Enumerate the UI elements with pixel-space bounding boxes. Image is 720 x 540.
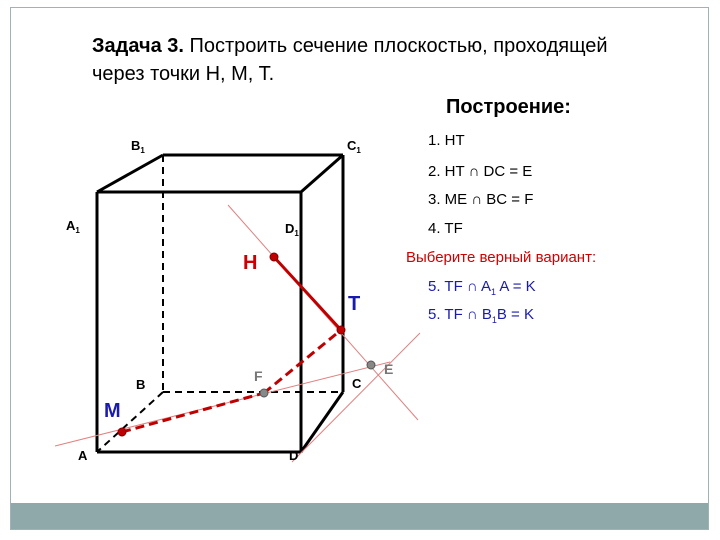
- vertex-c1-label: $C_1$: [347, 138, 361, 155]
- edge-a1-b1: [97, 155, 163, 192]
- point-m-label: M: [104, 400, 121, 422]
- task-text: Построить сечение плоскостью, проходящей через точки H, M, T.: [92, 35, 608, 85]
- point-f-label: F: [254, 368, 263, 384]
- hidden-edges: [97, 155, 343, 452]
- step-4: 4. TF: [428, 220, 463, 237]
- point-e-label: E: [384, 361, 394, 377]
- point-t-label: T: [348, 293, 361, 315]
- option-a1a-text: 5. TF ∩ A: [428, 278, 492, 295]
- step-3: 3. ME ∩ BC = F: [428, 191, 534, 208]
- task-number: Задача 3.: [92, 35, 184, 57]
- point-h-label: H: [243, 252, 258, 274]
- step-2: 2. HT ∩ DC = E: [428, 163, 533, 180]
- step-1: 1. HT: [428, 132, 465, 149]
- option-a1a-sub: 1: [491, 287, 497, 297]
- auxiliary-lines: [55, 205, 420, 462]
- point-f: [260, 389, 268, 397]
- edge-c1-d1: [301, 155, 343, 192]
- section-lines: [122, 257, 341, 432]
- vertex-d-label: D: [289, 448, 299, 463]
- point-m: [118, 428, 126, 436]
- option-a1a-tail: A = K: [496, 278, 536, 295]
- option-b1b-sub: 1: [491, 315, 497, 325]
- option-b1b-tail: B = K: [496, 306, 534, 323]
- vertex-d1-label: $D_1$: [285, 221, 299, 238]
- line-dc-extension: [292, 333, 420, 462]
- segment-ht: [274, 257, 341, 330]
- point-e: [367, 361, 375, 369]
- point-h: [270, 253, 278, 261]
- vertex-a-label: A: [78, 448, 88, 463]
- vertex-a1-label: $A_1$: [66, 218, 80, 235]
- choose-prompt: Выберите верный вариант:: [406, 249, 597, 266]
- edge-d-c: [301, 392, 343, 452]
- vertex-b1-label: $B_1$: [131, 138, 145, 155]
- vertex-b-label: B: [136, 377, 146, 392]
- construction-title: Построение:: [446, 96, 571, 118]
- visible-edges: [97, 155, 343, 452]
- option-b1b-text: 5. TF ∩ B: [428, 306, 492, 323]
- vertex-c-label: C: [352, 376, 362, 391]
- point-t: [337, 326, 345, 334]
